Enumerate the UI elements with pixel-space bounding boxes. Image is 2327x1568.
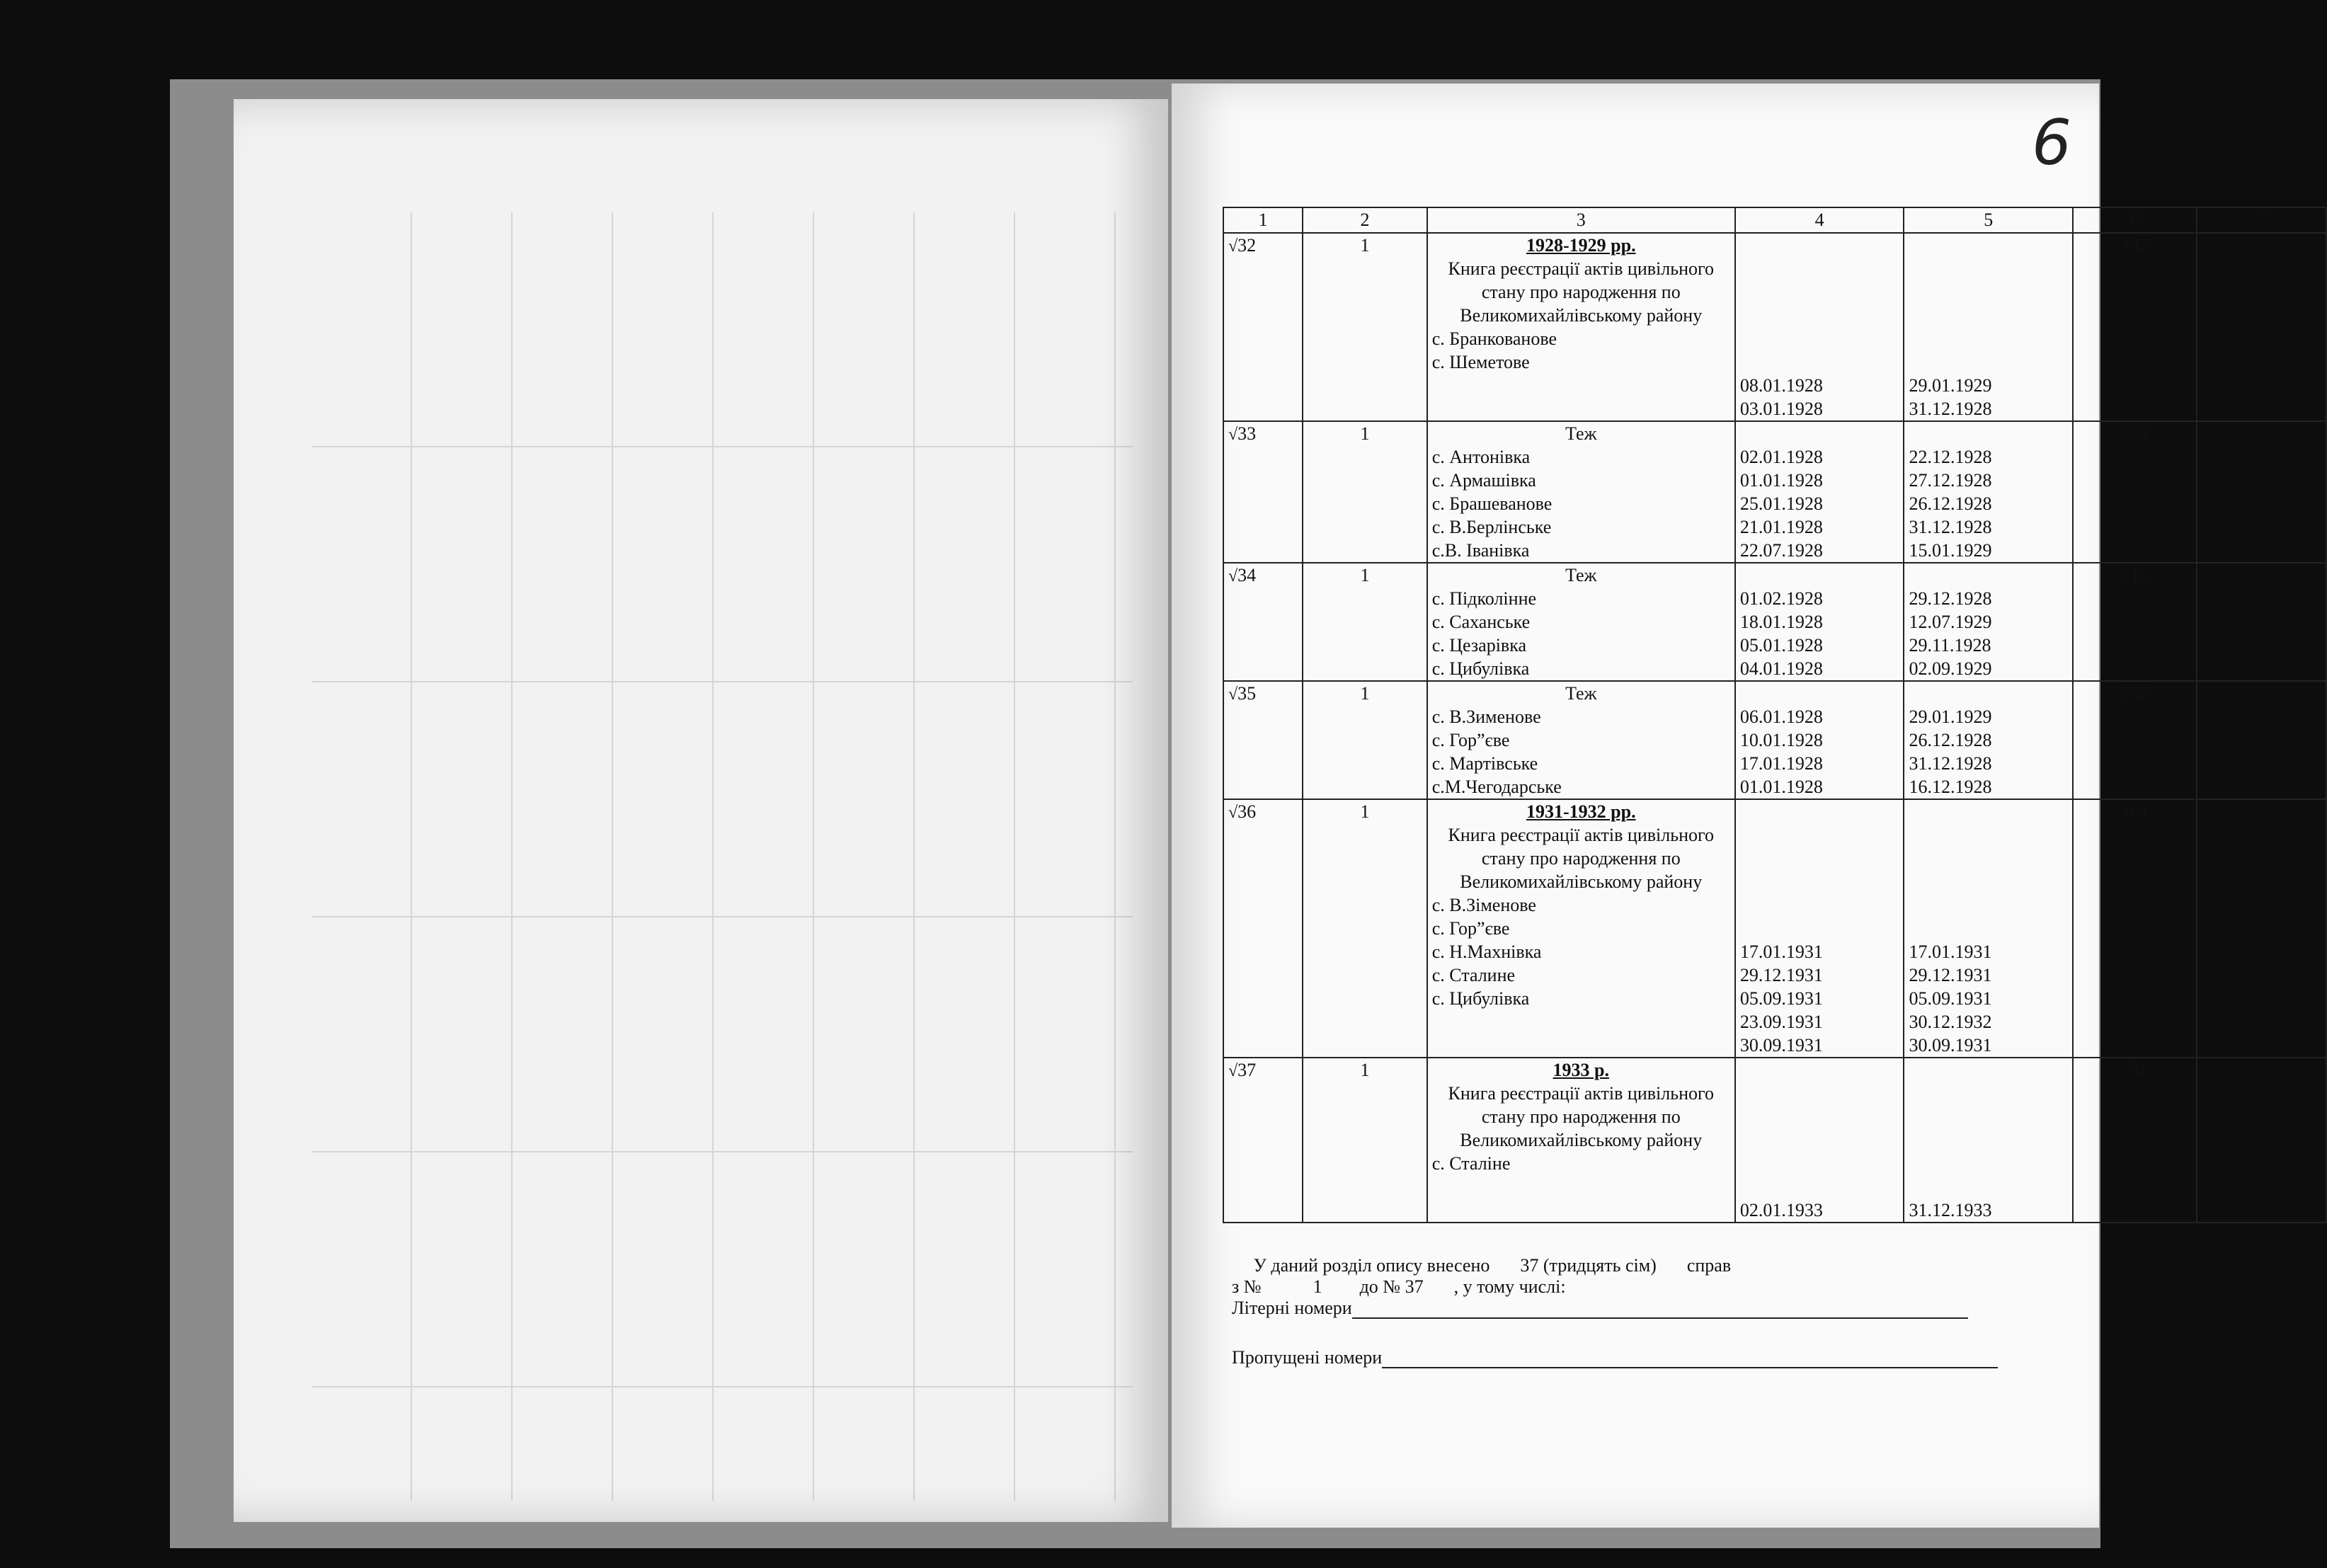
- start-date-cell: [1735, 563, 1904, 681]
- summary-count: 37 (тридцять сім): [1520, 1255, 1657, 1276]
- table-row: [1223, 563, 2326, 681]
- end-date: 05.09.1931: [1909, 988, 1992, 1009]
- end-date: 12.07.1929: [1909, 612, 1992, 632]
- register-table: [1223, 207, 2327, 1223]
- village-name: с. Сталіне: [1431, 1153, 1511, 1174]
- village-name: с.М.Чегодарське: [1431, 777, 1562, 797]
- missing-numbers-line: [1232, 1347, 2011, 1368]
- start-date-cell: [1735, 233, 1904, 421]
- title-cell: [1427, 563, 1735, 681]
- end-date-cell: [1904, 1058, 2073, 1223]
- village-name: с. Бранкованове: [1431, 328, 1557, 349]
- end-date: 29.01.1929: [1909, 375, 1992, 396]
- case-description: Теж: [1565, 423, 1597, 444]
- missing-numbers-field: [1382, 1349, 1998, 1368]
- start-date: 04.01.1928: [1739, 658, 1823, 679]
- case-number: 34: [1237, 565, 1257, 585]
- notes-cell: [2197, 421, 2326, 563]
- to-label: до №: [1359, 1276, 1401, 1297]
- end-date: 29.11.1928: [1909, 635, 1991, 656]
- end-date: 26.12.1928: [1909, 730, 1992, 750]
- end-date: 30.12.1932: [1909, 1012, 1992, 1032]
- table-row: [1223, 421, 2326, 563]
- end-date-cell: [1904, 563, 2073, 681]
- period-label: 1928-1929 рр.: [1526, 235, 1636, 256]
- village-name: с. Цибулівка: [1431, 658, 1530, 679]
- checkmark-icon: √: [1228, 425, 1238, 444]
- inventory-cell: 1: [1303, 1058, 1426, 1223]
- start-date: 17.01.1931: [1739, 942, 1823, 962]
- missing-numbers-label: Пропущені номери: [1232, 1347, 1383, 1368]
- table-row: [1223, 681, 2326, 799]
- from-value: 1: [1313, 1276, 1322, 1297]
- case-description: Книга реєстрації актів цивільного стану про народження по Великомихайлівському району: [1448, 1083, 1715, 1150]
- checkmark-icon: √: [1228, 685, 1238, 704]
- summary-line-2: [1232, 1276, 2011, 1298]
- start-date: 08.01.1928: [1739, 375, 1823, 396]
- start-date: 29.12.1931: [1739, 965, 1823, 985]
- village-name: с. Брашеванове: [1431, 493, 1553, 514]
- end-date: 29.01.1929: [1909, 706, 1992, 727]
- left-page-bleed-through: [234, 99, 1168, 1522]
- start-date: 30.09.1931: [1739, 1035, 1823, 1055]
- start-date: 22.07.1928: [1739, 540, 1823, 561]
- summary-block: [1232, 1255, 2011, 1368]
- sheet-count-cell: 274: [2073, 421, 2197, 563]
- case-number: 32: [1237, 235, 1257, 256]
- title-cell: [1427, 681, 1735, 799]
- from-label: з №: [1232, 1276, 1262, 1297]
- village-name: с. Підколінне: [1431, 588, 1537, 609]
- end-date: 15.01.1929: [1909, 540, 1992, 561]
- village-name: с. Армашівка: [1431, 470, 1536, 491]
- end-date: 27.12.1928: [1909, 470, 1992, 491]
- start-date-cell: [1735, 799, 1904, 1058]
- start-date: 01.01.1928: [1739, 777, 1823, 797]
- checkmark-icon: √: [1228, 237, 1238, 256]
- case-description: Книга реєстрації актів цивільного стану про народження по Великомихайлівському району: [1448, 258, 1715, 326]
- table-row: [1223, 233, 2326, 421]
- case-description: Книга реєстрації актів цивільного стану про народження по Великомихайлівському району: [1448, 825, 1715, 892]
- village-name: с. В.Зименове: [1431, 706, 1541, 727]
- village-name: с. Цезарівка: [1431, 635, 1526, 656]
- start-date: 02.01.1928: [1739, 447, 1823, 467]
- end-date: 26.12.1928: [1909, 493, 1992, 514]
- notes-cell: [2197, 233, 2326, 421]
- inventory-cell: 1: [1303, 421, 1426, 563]
- header-cell: 4: [1735, 207, 1904, 233]
- inventory-cell: 1: [1303, 681, 1426, 799]
- header-cell: 2: [1303, 207, 1426, 233]
- end-date-cell: [1904, 233, 2073, 421]
- start-date: 25.01.1928: [1739, 493, 1823, 514]
- sheet-count-cell: 216: [2073, 563, 2197, 681]
- title-cell: [1427, 1058, 1735, 1223]
- sheet-count-cell: 161: [2073, 799, 2197, 1058]
- start-date: 02.01.1933: [1739, 1200, 1823, 1220]
- case-number-cell: [1223, 563, 1303, 681]
- bleed-through-table: [311, 212, 1133, 1501]
- end-date-cell: [1904, 421, 2073, 563]
- header-cell: 5: [1904, 207, 2073, 233]
- notes-cell: [2197, 799, 2326, 1058]
- including-label: , у тому числі:: [1453, 1276, 1566, 1297]
- village-name: с. Антонівка: [1431, 447, 1531, 467]
- table-body: [1223, 233, 2326, 1223]
- village-name: с. Саханське: [1431, 612, 1531, 632]
- start-date: 03.01.1928: [1739, 399, 1823, 419]
- end-date: 29.12.1928: [1909, 588, 1992, 609]
- end-date: 16.12.1928: [1909, 777, 1992, 797]
- header-cell: 6: [2073, 207, 2197, 233]
- end-date: 30.09.1931: [1909, 1035, 1992, 1055]
- start-date: 18.01.1928: [1739, 612, 1823, 632]
- case-number-cell: [1223, 799, 1303, 1058]
- start-date: 05.01.1928: [1739, 635, 1823, 656]
- end-date: 17.01.1931: [1909, 942, 1992, 962]
- header-cell: 3: [1427, 207, 1735, 233]
- period-label: 1933 р.: [1553, 1060, 1609, 1080]
- start-date-cell: [1735, 1058, 1904, 1223]
- start-date: 21.01.1928: [1739, 517, 1823, 537]
- end-date-cell: [1904, 681, 2073, 799]
- checkmark-icon: √: [1228, 1062, 1238, 1080]
- summary-suffix: справ: [1686, 1255, 1732, 1276]
- table-row: [1223, 799, 2326, 1058]
- start-date: 23.09.1931: [1739, 1012, 1823, 1032]
- title-cell: [1427, 233, 1735, 421]
- village-name: с. В.Берлінське: [1431, 517, 1552, 537]
- village-name: с.В. Іванівка: [1431, 540, 1530, 561]
- case-number-cell: [1223, 681, 1303, 799]
- header-cell: 1: [1223, 207, 1303, 233]
- case-description: Теж: [1565, 683, 1597, 704]
- case-number: 35: [1237, 683, 1257, 704]
- sheet-count-cell: 147: [2073, 233, 2197, 421]
- sheet-count-cell: 70: [2073, 1058, 2197, 1223]
- end-date: 31.12.1928: [1909, 517, 1992, 537]
- notes-cell: [2197, 681, 2326, 799]
- case-number: 36: [1237, 801, 1257, 822]
- village-name: с. Шеметове: [1431, 352, 1530, 372]
- table-header-row: [1223, 207, 2326, 233]
- start-date: 01.01.1928: [1739, 470, 1823, 491]
- case-number: 37: [1237, 1060, 1257, 1080]
- period-label: 1931-1932 рр.: [1526, 801, 1636, 822]
- end-date: 22.12.1928: [1909, 447, 1992, 467]
- start-date: 06.01.1928: [1739, 706, 1823, 727]
- inventory-cell: 1: [1303, 563, 1426, 681]
- checkmark-icon: √: [1228, 567, 1238, 585]
- notes-cell: [2197, 563, 2326, 681]
- to-value: 37: [1405, 1276, 1424, 1297]
- letter-numbers-line: [1232, 1298, 2011, 1319]
- notes-cell: [2197, 1058, 2326, 1223]
- checkmark-icon: √: [1228, 803, 1238, 822]
- table-row: [1223, 1058, 2326, 1223]
- start-date: 10.01.1928: [1739, 730, 1823, 750]
- header-cell: 7: [2197, 207, 2326, 233]
- title-cell: [1427, 421, 1735, 563]
- letter-numbers-label: Літерні номери: [1232, 1298, 1352, 1318]
- village-name: с. Гор”єве: [1431, 918, 1510, 939]
- start-date-cell: [1735, 681, 1904, 799]
- end-date-cell: [1904, 799, 2073, 1058]
- start-date: 01.02.1928: [1739, 588, 1823, 609]
- village-name: с. Сталине: [1431, 965, 1516, 985]
- case-number-cell: [1223, 233, 1303, 421]
- village-name: с. Цибулівка: [1431, 988, 1530, 1009]
- end-date: 29.12.1931: [1909, 965, 1992, 985]
- title-cell: [1427, 799, 1735, 1058]
- start-date: 05.09.1931: [1739, 988, 1823, 1009]
- inventory-cell: 1: [1303, 233, 1426, 421]
- inventory-cell: 1: [1303, 799, 1426, 1058]
- end-date: 31.12.1933: [1909, 1200, 1992, 1220]
- summary-prefix: У даний розділ опису внесено: [1253, 1255, 1490, 1276]
- end-date: 02.09.1929: [1909, 658, 1992, 679]
- village-name: с. Н.Махнівка: [1431, 942, 1542, 962]
- letter-numbers-field: [1352, 1299, 1968, 1319]
- village-name: с. Гор”єве: [1431, 730, 1510, 750]
- case-number-cell: [1223, 421, 1303, 563]
- village-name: с. В.Зіменове: [1431, 895, 1536, 915]
- summary-line-1: [1232, 1255, 2011, 1276]
- case-description: Теж: [1565, 565, 1597, 585]
- start-date-cell: [1735, 421, 1904, 563]
- case-number-cell: [1223, 1058, 1303, 1223]
- case-number: 33: [1237, 423, 1257, 444]
- end-date: 31.12.1928: [1909, 399, 1992, 419]
- start-date: 17.01.1928: [1739, 753, 1823, 774]
- sheet-number: 6: [2032, 106, 2071, 179]
- sheet-count-cell: 252: [2073, 681, 2197, 799]
- end-date: 31.12.1928: [1909, 753, 1992, 774]
- village-name: с. Мартівське: [1431, 753, 1538, 774]
